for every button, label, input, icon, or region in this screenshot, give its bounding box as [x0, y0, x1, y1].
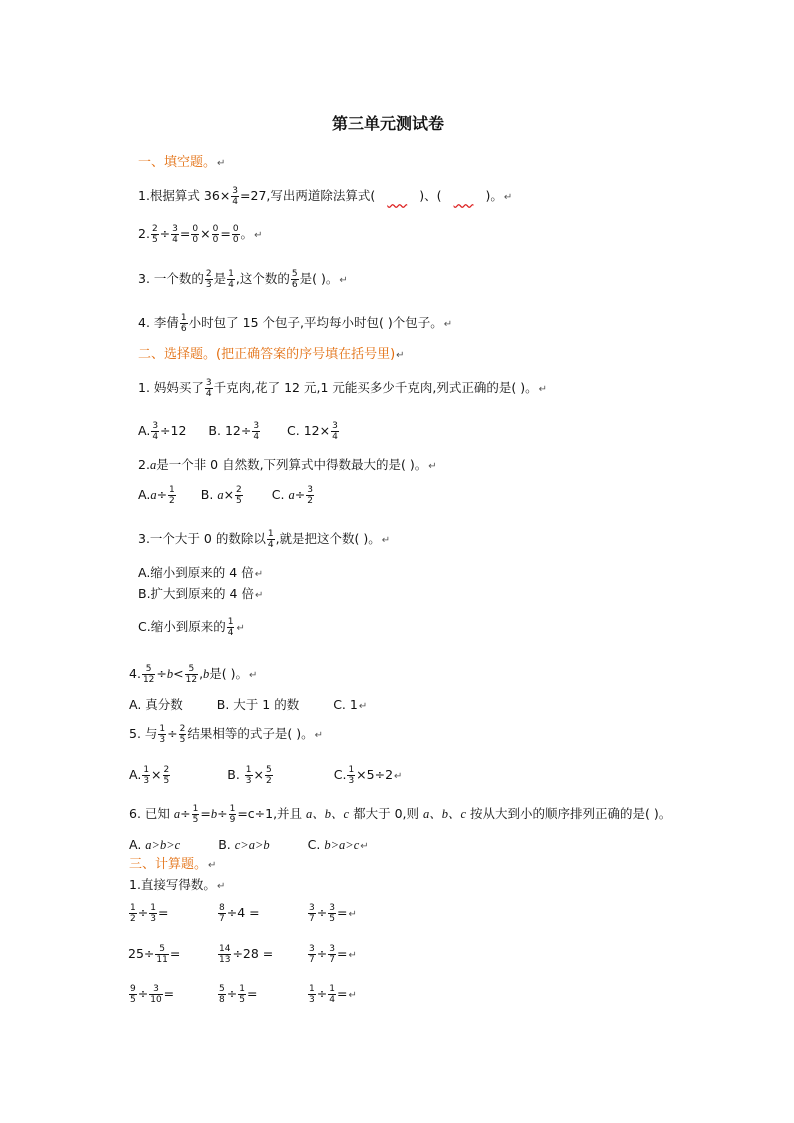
calc-item: $\frac{1}{3}$ ÷ $\frac{1}{4}$ =↵ — [309, 984, 357, 1005]
option-a: A. $\frac{1}{3}$ × $\frac{2}{5}$ — [129, 765, 170, 786]
option-c: C. 1 — [333, 697, 358, 712]
section-heading-multiple-choice: 二、选择题。(把正确答案的序号填在括号里)↵ — [138, 347, 405, 362]
option-c: C. 12× $\frac{3}{4}$ — [287, 421, 338, 442]
choice-question-3-option-b: B.扩大到原来的 4 倍↵ — [138, 586, 264, 601]
option-c: C. b>a>c↵ — [307, 837, 369, 852]
choice-question-5: 5. 与 $\frac{1}{3}$ ÷ $\frac{2}{5}$ 结果相等的式子是( )。↵ — [129, 724, 323, 745]
choice-question-4: 4. $\frac{5}{12}$ ÷b< $\frac{5}{12}$ ,b是( )。↵ — [129, 664, 258, 685]
option-b: B. 12÷ $\frac{3}{4}$ — [208, 421, 260, 442]
option-b: B. 大于 1 的数 — [216, 697, 300, 712]
fraction-3-4: $\frac{3}{4}$ — [232, 186, 239, 207]
choice-question-3-option-a: A.缩小到原来的 4 倍↵ — [138, 565, 264, 580]
fill-question-2: 2. $\frac{2}{5}$ ÷ $\frac{3}{4}$ = $\frac{0}{0}$ × $\frac{0}{0}$ = $\frac{0}{0}$ 。↵ — [138, 224, 263, 245]
option-a: A. a>b>c — [129, 837, 181, 852]
choice-question-3-option-c: C.缩小到原来的 $\frac{1}{4}$ ↵ — [138, 617, 245, 638]
answer-blank[interactable] — [375, 186, 419, 206]
calc-item: $\frac{1}{2}$ ÷ $\frac{1}{3}$ = — [130, 903, 169, 924]
option-b: B. c>a>b — [218, 837, 270, 852]
choice-question-2: 2.a是一个非 0 自然数,下列算式中得数最大的是( )。↵ — [138, 457, 437, 472]
option-a: A. 真分数 — [129, 697, 183, 712]
option-c: C. a÷ $\frac{3}{2}$ — [271, 485, 313, 506]
fill-question-1: 1.根据算式 36× $\frac{3}{4}$ =27,写出两道除法算式( )、( )。↵ — [138, 186, 513, 207]
choice-question-1-options — [138, 421, 340, 442]
answer-blank[interactable] — [442, 186, 486, 206]
calc-item: $\frac{3}{7}$ ÷ $\frac{3}{7}$ =↵ — [309, 944, 357, 965]
page-title: 第三单元测试卷 — [332, 114, 445, 133]
choice-question-2-options — [138, 485, 315, 506]
calc-item: $\frac{14}{13}$ ÷28 = — [219, 944, 274, 965]
choice-question-3: 3.一个大于 0 的数除以 $\frac{1}{4}$ ,就是把这个数( )。↵ — [138, 529, 391, 550]
calc-item: $\frac{9}{5}$ ÷ $\frac{3}{10}$ = — [130, 984, 175, 1005]
fill-question-3: 3. 一个数的 $\frac{2}{3}$ 是 $\frac{1}{4}$ ,这个数的 $\frac{5}{6}$ 是( )。↵ — [138, 269, 348, 290]
calc-item: 25÷ $\frac{5}{11}$ = — [128, 944, 181, 965]
option-c: C. $\frac{1}{3}$ ×5÷2↵ — [333, 765, 403, 786]
choice-question-6-options — [129, 835, 369, 857]
choice-question-1: 1. 妈妈买了 $\frac{3}{4}$ 千克肉,花了 12 元,1 元能买多少千克肉,列式正确的是( )。↵ — [138, 378, 547, 399]
calc-question-1: 1.直接写得数。↵ — [129, 877, 226, 892]
calc-item: $\frac{8}{7}$ ÷4 = — [219, 903, 260, 924]
option-a: A. $\frac{3}{4}$ ÷12 — [138, 421, 187, 442]
fill-question-4: 4. 李倩 $\frac{1}{6}$ 小时包了 15 个包子,平均每小时包( )个包子。↵ — [138, 313, 453, 334]
calc-item: $\frac{5}{8}$ ÷ $\frac{1}{5}$ = — [219, 984, 258, 1005]
choice-question-6: 6. 已知 a÷ $\frac{1}{5}$ =b÷ $\frac{1}{9}$ =c÷1,并且 a、b、c 都大于 0,则 a、b、c 按从大到小的顺序排列正确的是( )。 — [129, 804, 672, 825]
section-heading-calculation: 三、计算题。↵ — [129, 857, 217, 872]
option-b: B. $\frac{1}{3}$ × $\frac{5}{2}$ — [227, 765, 272, 786]
option-b: B. a× $\frac{2}{5}$ — [200, 485, 242, 506]
calc-item: $\frac{3}{7}$ ÷ $\frac{3}{5}$ =↵ — [309, 903, 357, 924]
choice-question-4-options: A. 真分数 B. 大于 1 的数 C. 1↵ — [129, 697, 368, 712]
option-a: A.a÷ $\frac{1}{2}$ — [138, 485, 175, 506]
section-heading-fill-blank: 一、填空题。↵ — [138, 155, 226, 170]
choice-question-5-options — [129, 765, 402, 787]
